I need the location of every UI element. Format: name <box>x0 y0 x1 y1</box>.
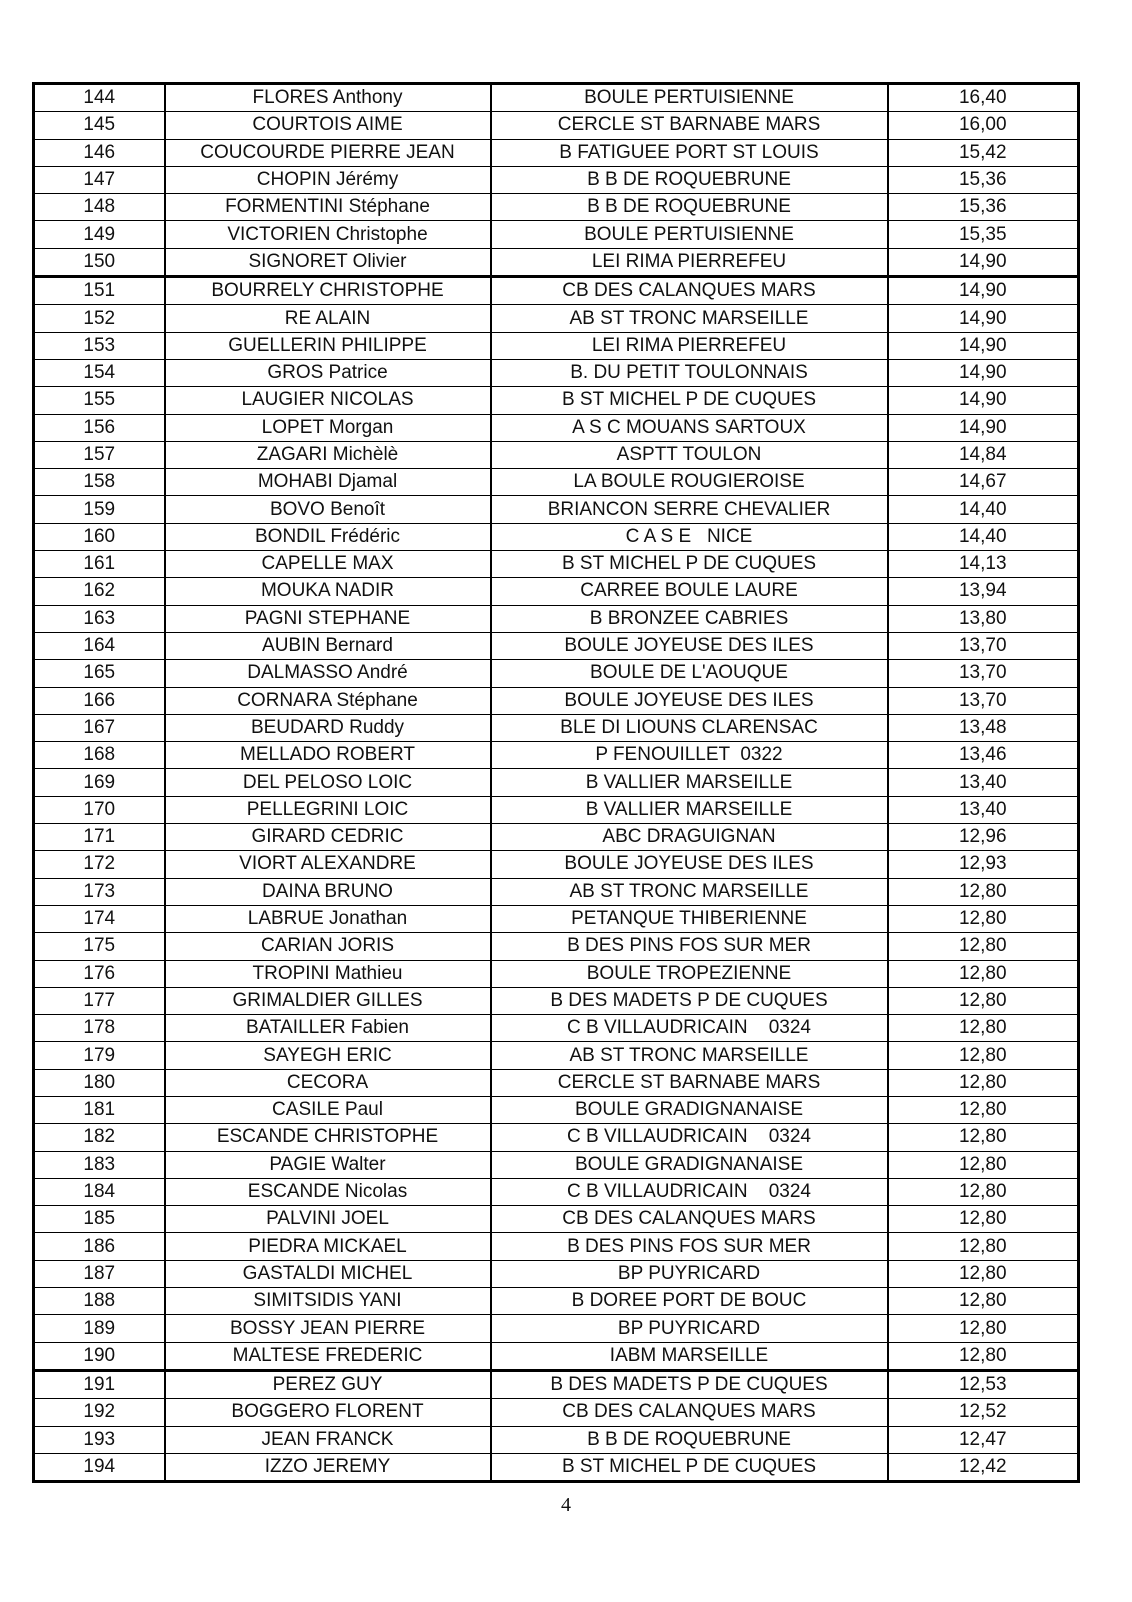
score-cell: 13,70 <box>888 660 1079 687</box>
player-name-cell: GIRARD CEDRIC <box>165 824 491 851</box>
club-cell: BRIANCON SERRE CHEVALIER <box>491 496 888 523</box>
rank-cell: 185 <box>34 1206 165 1233</box>
score-cell: 12,80 <box>888 1015 1079 1042</box>
rank-cell: 180 <box>34 1069 165 1096</box>
score-cell: 13,40 <box>888 796 1079 823</box>
club-cell: B VALLIER MARSEILLE <box>491 796 888 823</box>
player-name-cell: DALMASSO André <box>165 660 491 687</box>
table-row <box>34 878 1079 905</box>
rank-cell: 149 <box>34 221 165 248</box>
rank-cell: 154 <box>34 359 165 386</box>
rank-cell: 161 <box>34 551 165 578</box>
club-cell: B B DE ROQUEBRUNE <box>491 166 888 193</box>
player-name-cell: AUBIN Bernard <box>165 632 491 659</box>
rank-cell: 174 <box>34 905 165 932</box>
rank-cell: 192 <box>34 1399 165 1426</box>
rank-cell: 176 <box>34 960 165 987</box>
table-row <box>34 277 1079 305</box>
rank-cell: 173 <box>34 878 165 905</box>
rank-cell: 194 <box>34 1453 165 1481</box>
club-cell: AB ST TRONC MARSEILLE <box>491 1042 888 1069</box>
player-name-cell: DEL PELOSO LOIC <box>165 769 491 796</box>
player-name-cell: PALVINI JOEL <box>165 1206 491 1233</box>
score-cell: 12,80 <box>888 905 1079 932</box>
player-name-cell: BOGGERO FLORENT <box>165 1399 491 1426</box>
score-cell: 12,80 <box>888 1042 1079 1069</box>
score-cell: 13,46 <box>888 742 1079 769</box>
table-row <box>34 387 1079 414</box>
score-cell: 15,42 <box>888 139 1079 166</box>
rank-cell: 153 <box>34 332 165 359</box>
club-cell: AB ST TRONC MARSEILLE <box>491 305 888 332</box>
club-cell: BP PUYRICARD <box>491 1260 888 1287</box>
rank-cell: 175 <box>34 933 165 960</box>
club-cell: CB DES CALANQUES MARS <box>491 277 888 305</box>
club-cell: B VALLIER MARSEILLE <box>491 769 888 796</box>
score-cell: 14,90 <box>888 332 1079 359</box>
player-name-cell: DAINA BRUNO <box>165 878 491 905</box>
player-name-cell: GRIMALDIER GILLES <box>165 987 491 1014</box>
player-name-cell: FLORES Anthony <box>165 84 491 112</box>
club-cell: B DES PINS FOS SUR MER <box>491 933 888 960</box>
player-name-cell: SAYEGH ERIC <box>165 1042 491 1069</box>
rank-cell: 178 <box>34 1015 165 1042</box>
score-cell: 14,90 <box>888 305 1079 332</box>
player-name-cell: SIGNORET Olivier <box>165 248 491 276</box>
rank-cell: 172 <box>34 851 165 878</box>
score-cell: 14,90 <box>888 359 1079 386</box>
club-cell: AB ST TRONC MARSEILLE <box>491 878 888 905</box>
player-name-cell: PAGNI STEPHANE <box>165 605 491 632</box>
player-name-cell: MELLADO ROBERT <box>165 742 491 769</box>
score-cell: 14,84 <box>888 441 1079 468</box>
player-name-cell: GASTALDI MICHEL <box>165 1260 491 1287</box>
club-cell: PETANQUE THIBERIENNE <box>491 905 888 932</box>
table-row <box>34 1042 1079 1069</box>
player-name-cell: COUCOURDE PIERRE JEAN <box>165 139 491 166</box>
table-row <box>34 714 1079 741</box>
score-cell: 12,53 <box>888 1370 1079 1398</box>
table-row <box>34 139 1079 166</box>
score-cell: 12,80 <box>888 987 1079 1014</box>
player-name-cell: CARIAN JORIS <box>165 933 491 960</box>
table-row <box>34 1342 1079 1370</box>
club-cell: LA BOULE ROUGIEROISE <box>491 469 888 496</box>
rank-cell: 167 <box>34 714 165 741</box>
rank-cell: 159 <box>34 496 165 523</box>
score-cell: 13,70 <box>888 687 1079 714</box>
ranking-table-body <box>34 84 1079 1482</box>
table-row <box>34 1069 1079 1096</box>
rank-cell: 170 <box>34 796 165 823</box>
rank-cell: 165 <box>34 660 165 687</box>
player-name-cell: PEREZ GUY <box>165 1370 491 1398</box>
table-row <box>34 551 1079 578</box>
table-row <box>34 1426 1079 1453</box>
score-cell: 12,80 <box>888 1342 1079 1370</box>
rank-cell: 166 <box>34 687 165 714</box>
table-row <box>34 687 1079 714</box>
table-row <box>34 1315 1079 1342</box>
club-cell: CB DES CALANQUES MARS <box>491 1206 888 1233</box>
table-row <box>34 1453 1079 1481</box>
club-cell: C B VILLAUDRICAIN 0324 <box>491 1124 888 1151</box>
table-row <box>34 496 1079 523</box>
player-name-cell: PELLEGRINI LOIC <box>165 796 491 823</box>
table-row <box>34 742 1079 769</box>
score-cell: 13,48 <box>888 714 1079 741</box>
club-cell: ASPTT TOULON <box>491 441 888 468</box>
score-cell: 12,80 <box>888 1315 1079 1342</box>
club-cell: CERCLE ST BARNABE MARS <box>491 112 888 139</box>
rank-cell: 187 <box>34 1260 165 1287</box>
club-cell: B. DU PETIT TOULONNAIS <box>491 359 888 386</box>
player-name-cell: BOURRELY CHRISTOPHE <box>165 277 491 305</box>
table-row <box>34 248 1079 276</box>
player-name-cell: MOHABI Djamal <box>165 469 491 496</box>
table-row <box>34 1178 1079 1205</box>
club-cell: BOULE GRADIGNANAISE <box>491 1151 888 1178</box>
club-cell: BP PUYRICARD <box>491 1315 888 1342</box>
table-row <box>34 1096 1079 1123</box>
rank-cell: 164 <box>34 632 165 659</box>
rank-cell: 193 <box>34 1426 165 1453</box>
score-cell: 12,80 <box>888 1260 1079 1287</box>
club-cell: B DOREE PORT DE BOUC <box>491 1288 888 1315</box>
score-cell: 12,80 <box>888 960 1079 987</box>
table-row <box>34 1260 1079 1287</box>
table-row <box>34 1015 1079 1042</box>
player-name-cell: ESCANDE Nicolas <box>165 1178 491 1205</box>
rank-cell: 155 <box>34 387 165 414</box>
table-row <box>34 933 1079 960</box>
club-cell: C B VILLAUDRICAIN 0324 <box>491 1015 888 1042</box>
player-name-cell: CORNARA Stéphane <box>165 687 491 714</box>
club-cell: LEI RIMA PIERREFEU <box>491 248 888 276</box>
rank-cell: 190 <box>34 1342 165 1370</box>
club-cell: B ST MICHEL P DE CUQUES <box>491 551 888 578</box>
rank-cell: 182 <box>34 1124 165 1151</box>
table-row <box>34 1124 1079 1151</box>
player-name-cell: COURTOIS AIME <box>165 112 491 139</box>
player-name-cell: MALTESE FREDERIC <box>165 1342 491 1370</box>
rank-cell: 183 <box>34 1151 165 1178</box>
score-cell: 14,40 <box>888 523 1079 550</box>
club-cell: C B VILLAUDRICAIN 0324 <box>491 1178 888 1205</box>
table-row <box>34 851 1079 878</box>
rank-cell: 179 <box>34 1042 165 1069</box>
club-cell: BLE DI LIOUNS CLARENSAC <box>491 714 888 741</box>
score-cell: 12,80 <box>888 878 1079 905</box>
table-row <box>34 1288 1079 1315</box>
rank-cell: 169 <box>34 769 165 796</box>
table-row <box>34 166 1079 193</box>
player-name-cell: PIEDRA MICKAEL <box>165 1233 491 1260</box>
score-cell: 14,90 <box>888 414 1079 441</box>
rank-cell: 160 <box>34 523 165 550</box>
rank-cell: 168 <box>34 742 165 769</box>
score-cell: 12,80 <box>888 1206 1079 1233</box>
score-cell: 16,00 <box>888 112 1079 139</box>
club-cell: ABC DRAGUIGNAN <box>491 824 888 851</box>
rank-cell: 181 <box>34 1096 165 1123</box>
rank-cell: 151 <box>34 277 165 305</box>
club-cell: B DES PINS FOS SUR MER <box>491 1233 888 1260</box>
player-name-cell: ESCANDE CHRISTOPHE <box>165 1124 491 1151</box>
score-cell: 12,80 <box>888 1233 1079 1260</box>
score-cell: 16,40 <box>888 84 1079 112</box>
club-cell: BOULE GRADIGNANAISE <box>491 1096 888 1123</box>
player-name-cell: FORMENTINI Stéphane <box>165 194 491 221</box>
player-name-cell: LOPET Morgan <box>165 414 491 441</box>
player-name-cell: CASILE Paul <box>165 1096 491 1123</box>
player-name-cell: BONDIL Frédéric <box>165 523 491 550</box>
player-name-cell: ZAGARI Michèlè <box>165 441 491 468</box>
score-cell: 12,80 <box>888 1178 1079 1205</box>
score-cell: 13,80 <box>888 605 1079 632</box>
club-cell: B BRONZEE CABRIES <box>491 605 888 632</box>
club-cell: CARREE BOULE LAURE <box>491 578 888 605</box>
table-row <box>34 359 1079 386</box>
table-row <box>34 523 1079 550</box>
score-cell: 14,90 <box>888 248 1079 276</box>
table-row <box>34 1206 1079 1233</box>
club-cell: BOULE JOYEUSE DES ILES <box>491 632 888 659</box>
ranking-table <box>32 82 1080 1483</box>
club-cell: P FENOUILLET 0322 <box>491 742 888 769</box>
club-cell: B B DE ROQUEBRUNE <box>491 194 888 221</box>
table-row <box>34 960 1079 987</box>
rank-cell: 189 <box>34 1315 165 1342</box>
table-row <box>34 578 1079 605</box>
table-row <box>34 1233 1079 1260</box>
player-name-cell: VICTORIEN Christophe <box>165 221 491 248</box>
rank-cell: 188 <box>34 1288 165 1315</box>
player-name-cell: CAPELLE MAX <box>165 551 491 578</box>
table-row <box>34 605 1079 632</box>
player-name-cell: VIORT ALEXANDRE <box>165 851 491 878</box>
table-row <box>34 305 1079 332</box>
rank-cell: 186 <box>34 1233 165 1260</box>
club-cell: BOULE JOYEUSE DES ILES <box>491 687 888 714</box>
player-name-cell: GUELLERIN PHILIPPE <box>165 332 491 359</box>
player-name-cell: TROPINI Mathieu <box>165 960 491 987</box>
score-cell: 12,80 <box>888 1124 1079 1151</box>
club-cell: B B DE ROQUEBRUNE <box>491 1426 888 1453</box>
club-cell: B FATIGUEE PORT ST LOUIS <box>491 139 888 166</box>
score-cell: 14,90 <box>888 277 1079 305</box>
player-name-cell: LABRUE Jonathan <box>165 905 491 932</box>
rank-cell: 145 <box>34 112 165 139</box>
club-cell: BOULE TROPEZIENNE <box>491 960 888 987</box>
score-cell: 15,35 <box>888 221 1079 248</box>
player-name-cell: SIMITSIDIS YANI <box>165 1288 491 1315</box>
table-row <box>34 1399 1079 1426</box>
table-row <box>34 221 1079 248</box>
table-row <box>34 84 1079 112</box>
table-row <box>34 987 1079 1014</box>
player-name-cell: BATAILLER Fabien <box>165 1015 491 1042</box>
score-cell: 13,70 <box>888 632 1079 659</box>
player-name-cell: BEUDARD Ruddy <box>165 714 491 741</box>
table-row <box>34 660 1079 687</box>
score-cell: 14,67 <box>888 469 1079 496</box>
score-cell: 12,80 <box>888 1096 1079 1123</box>
rank-cell: 156 <box>34 414 165 441</box>
table-row <box>34 796 1079 823</box>
score-cell: 14,40 <box>888 496 1079 523</box>
club-cell: A S C MOUANS SARTOUX <box>491 414 888 441</box>
club-cell: CB DES CALANQUES MARS <box>491 1399 888 1426</box>
club-cell: CERCLE ST BARNABE MARS <box>491 1069 888 1096</box>
club-cell: BOULE JOYEUSE DES ILES <box>491 851 888 878</box>
club-cell: B ST MICHEL P DE CUQUES <box>491 387 888 414</box>
table-row <box>34 441 1079 468</box>
score-cell: 14,90 <box>888 387 1079 414</box>
table-row <box>34 332 1079 359</box>
rank-cell: 163 <box>34 605 165 632</box>
rank-cell: 162 <box>34 578 165 605</box>
player-name-cell: IZZO JEREMY <box>165 1453 491 1481</box>
score-cell: 15,36 <box>888 194 1079 221</box>
club-cell: BOULE PERTUISIENNE <box>491 84 888 112</box>
club-cell: B DES MADETS P DE CUQUES <box>491 987 888 1014</box>
table-row <box>34 632 1079 659</box>
table-row <box>34 469 1079 496</box>
rank-cell: 184 <box>34 1178 165 1205</box>
rank-cell: 177 <box>34 987 165 1014</box>
rank-cell: 158 <box>34 469 165 496</box>
score-cell: 12,80 <box>888 1288 1079 1315</box>
rank-cell: 144 <box>34 84 165 112</box>
club-cell: B DES MADETS P DE CUQUES <box>491 1370 888 1398</box>
player-name-cell: MOUKA NADIR <box>165 578 491 605</box>
score-cell: 12,52 <box>888 1399 1079 1426</box>
score-cell: 15,36 <box>888 166 1079 193</box>
rank-cell: 157 <box>34 441 165 468</box>
rank-cell: 146 <box>34 139 165 166</box>
score-cell: 12,80 <box>888 1151 1079 1178</box>
table-row <box>34 769 1079 796</box>
player-name-cell: PAGIE Walter <box>165 1151 491 1178</box>
table-row <box>34 414 1079 441</box>
score-cell: 12,96 <box>888 824 1079 851</box>
score-cell: 12,47 <box>888 1426 1079 1453</box>
score-cell: 12,93 <box>888 851 1079 878</box>
player-name-cell: RE ALAIN <box>165 305 491 332</box>
score-cell: 13,94 <box>888 578 1079 605</box>
club-cell: LEI RIMA PIERREFEU <box>491 332 888 359</box>
rank-cell: 148 <box>34 194 165 221</box>
player-name-cell: BOSSY JEAN PIERRE <box>165 1315 491 1342</box>
table-row <box>34 194 1079 221</box>
score-cell: 12,42 <box>888 1453 1079 1481</box>
score-cell: 14,13 <box>888 551 1079 578</box>
rank-cell: 171 <box>34 824 165 851</box>
player-name-cell: LAUGIER NICOLAS <box>165 387 491 414</box>
score-cell: 13,40 <box>888 769 1079 796</box>
rank-cell: 150 <box>34 248 165 276</box>
table-row <box>34 112 1079 139</box>
player-name-cell: JEAN FRANCK <box>165 1426 491 1453</box>
player-name-cell: GROS Patrice <box>165 359 491 386</box>
player-name-cell: CHOPIN Jérémy <box>165 166 491 193</box>
score-cell: 12,80 <box>888 933 1079 960</box>
club-cell: IABM MARSEILLE <box>491 1342 888 1370</box>
rank-cell: 147 <box>34 166 165 193</box>
page-number: 4 <box>561 1494 571 1516</box>
table-row <box>34 1370 1079 1398</box>
table-row <box>34 824 1079 851</box>
club-cell: B ST MICHEL P DE CUQUES <box>491 1453 888 1481</box>
rank-cell: 191 <box>34 1370 165 1398</box>
table-row <box>34 905 1079 932</box>
rank-cell: 152 <box>34 305 165 332</box>
table-row <box>34 1151 1079 1178</box>
score-cell: 12,80 <box>888 1069 1079 1096</box>
club-cell: BOULE PERTUISIENNE <box>491 221 888 248</box>
club-cell: BOULE DE L'AOUQUE <box>491 660 888 687</box>
player-name-cell: CECORA <box>165 1069 491 1096</box>
player-name-cell: BOVO Benoît <box>165 496 491 523</box>
club-cell: C A S E NICE <box>491 523 888 550</box>
